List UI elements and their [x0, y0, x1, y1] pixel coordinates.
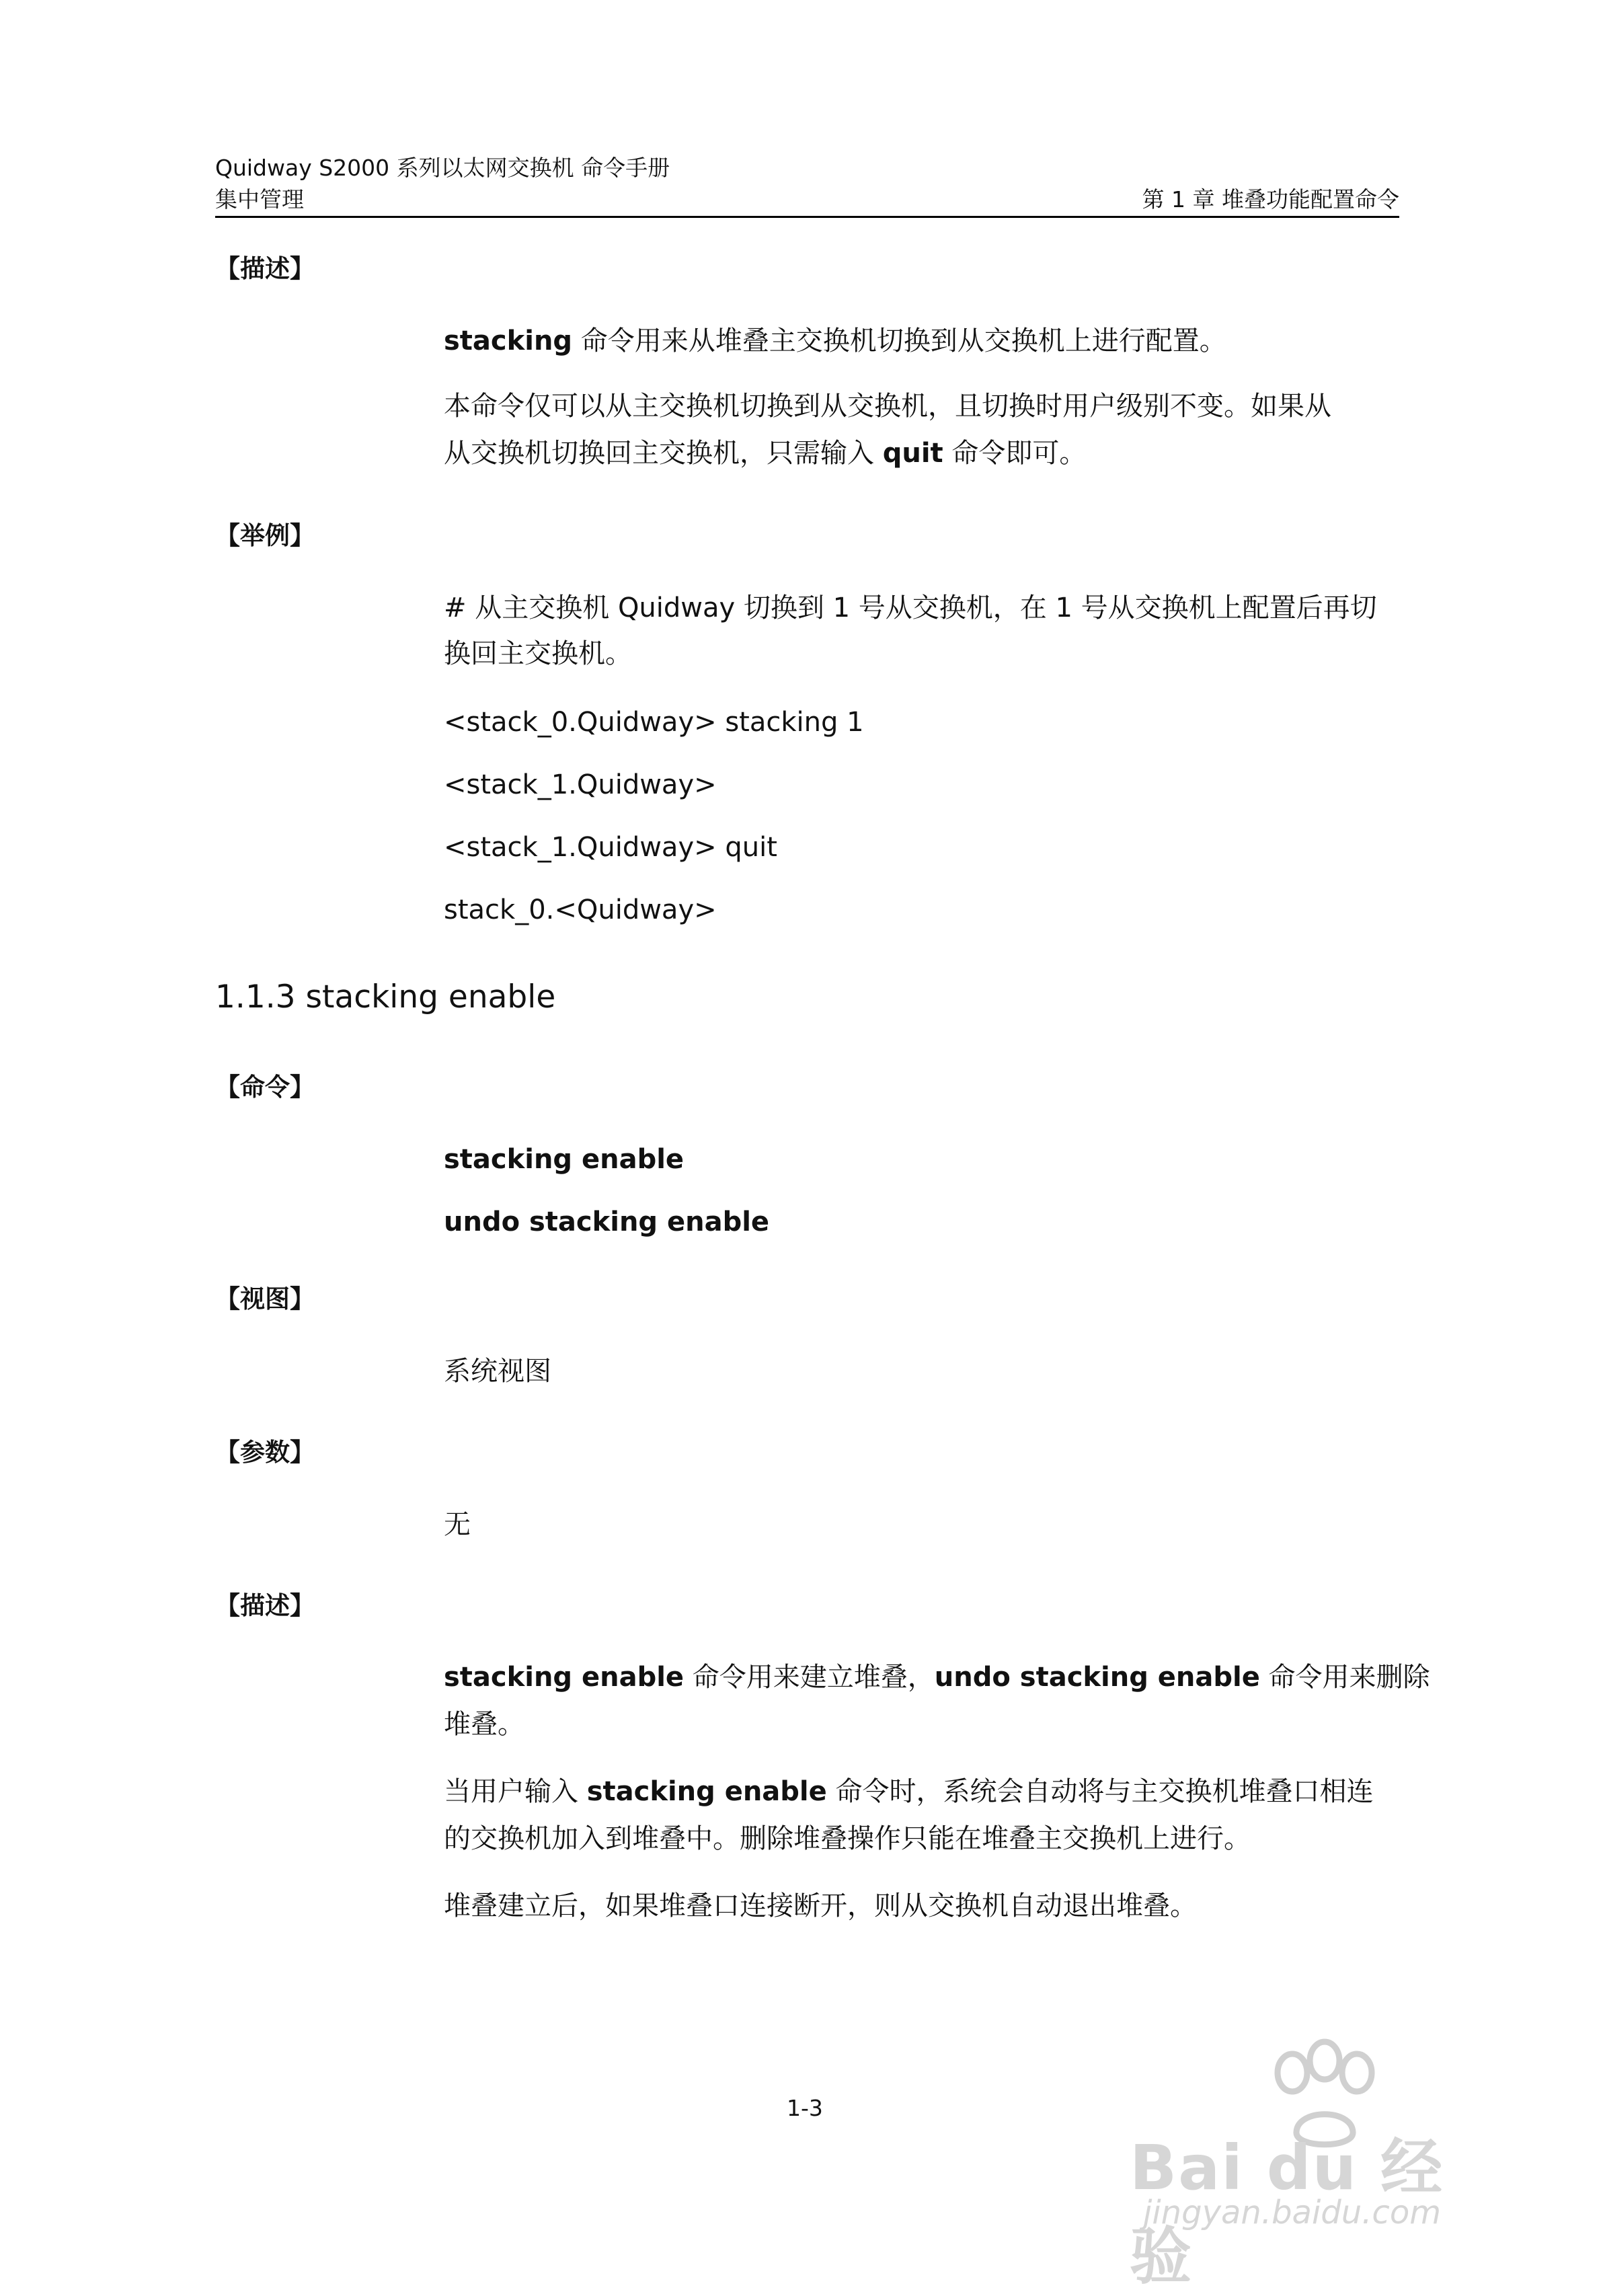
- command-syntax-undo: undo stacking enable: [444, 1207, 770, 1237]
- description-heading-2: 【描述】: [215, 1591, 315, 1620]
- text-run: 命令用来建立堆叠，: [684, 1662, 935, 1693]
- example-heading: 【举例】: [215, 521, 315, 550]
- text-run: 当用户输入: [444, 1776, 587, 1807]
- example-line: <stack_0.Quidway> stacking 1: [444, 707, 864, 738]
- desc-p2-line-1: [444, 1775, 1374, 1808]
- book-title: Quidway S2000 系列以太网交换机 命令手册: [215, 155, 670, 181]
- text-run: 从交换机切换回主交换机，只需输入: [444, 438, 883, 469]
- description-paragraph-2-line-1: 本命令仅可以从主交换机切换到从交换机，且切换时用户级别不变。如果从: [444, 391, 1331, 422]
- desc-p1-line-1: [444, 1661, 1430, 1693]
- description-heading: 【描述】: [215, 254, 315, 283]
- bold-term: stacking enable: [444, 1662, 685, 1693]
- chapter-title: 第 1 章 堆叠功能配置命令: [1142, 186, 1399, 213]
- example-intro-line-1: # 从主交换机 Quidway 切换到 1 号从交换机，在 1 号从交换机上配置后再切: [444, 592, 1377, 623]
- view-value: 系统视图: [444, 1356, 551, 1387]
- example-line: <stack_1.Quidway> quit: [444, 832, 777, 863]
- example-line: <stack_1.Quidway>: [444, 769, 717, 800]
- bold-term: quit: [882, 438, 943, 469]
- description-paragraph-1: [444, 325, 1226, 357]
- watermark-brand: Bai du 经验: [1130, 2132, 1444, 2293]
- example-line: stack_0.<Quidway>: [444, 894, 717, 925]
- header-rule: [215, 216, 1399, 218]
- part-title: 集中管理: [215, 186, 304, 213]
- text-run: 命令时，系统会自动将与主交换机堆叠口相连: [826, 1776, 1374, 1807]
- bold-term: stacking: [444, 326, 573, 356]
- text-run: 命令用来从堆叠主交换机切换到从交换机上进行配置。: [572, 326, 1226, 356]
- desc-p1-line-2: 堆叠。: [444, 1709, 524, 1740]
- bold-term: stacking enable: [586, 1776, 827, 1807]
- params-heading: 【参数】: [215, 1438, 315, 1467]
- watermark: [1130, 2038, 1506, 2293]
- section-title: 1.1.3 stacking enable: [215, 979, 556, 1016]
- command-heading: 【命令】: [215, 1073, 315, 1102]
- text-run: 命令用来删除: [1259, 1662, 1430, 1693]
- bold-term: undo stacking enable: [934, 1662, 1260, 1693]
- text-run: 命令即可。: [943, 438, 1087, 469]
- command-syntax: stacking enable: [444, 1144, 685, 1175]
- params-value: 无: [444, 1509, 471, 1540]
- desc-p2-line-2: 的交换机加入到堆叠中。删除堆叠操作只能在堆叠主交换机上进行。: [444, 1823, 1251, 1854]
- desc-p3: 堆叠建立后，如果堆叠口连接断开，则从交换机自动退出堆叠。: [444, 1890, 1197, 1921]
- example-intro-line-2: 换回主交换机。: [444, 638, 632, 669]
- watermark-url: jingyan.baidu.com: [1143, 2194, 1441, 2231]
- view-heading: 【视图】: [215, 1285, 315, 1313]
- description-paragraph-2-line-2: [444, 437, 1086, 469]
- page-number: 1-3: [787, 2095, 823, 2121]
